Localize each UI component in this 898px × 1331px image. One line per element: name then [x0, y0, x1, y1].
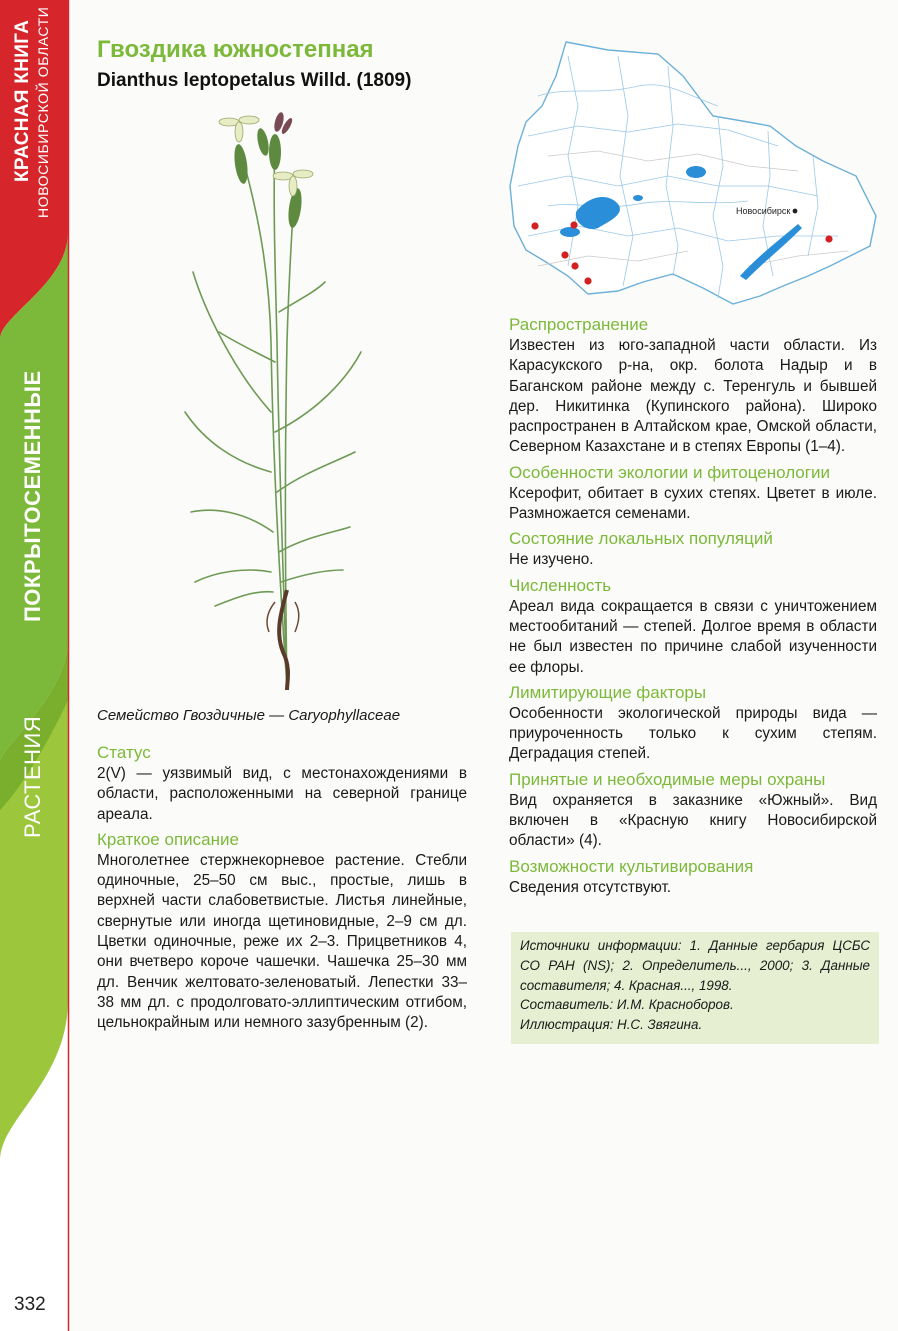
spine-book-title: КРАСНАЯ КНИГА	[12, 19, 33, 182]
section-text-ecology: Ксерофит, обитает в сухих степях. Цветет в июле. Размножается семенами.	[509, 484, 877, 523]
section-heading-cultivation: Возможности культивирования	[509, 856, 754, 876]
map-city-label: Новосибирск	[736, 206, 791, 216]
section-text-description: Многолетнее стержнекорневое растение. Стебли одиночные, 25–50 см выс., простые, лишь в верхней части слабоветвистые. Листья линейные, свернутые или иногда щетиновидные, 2–9 см дл. Цветки одиночные, реже их 2–3. Прицветников 4, они вчетверо короче чашечки. Чашечка 25–30 мм дл. Венчик желтовато-зеленоватый. Лепестки 33–38 мм дл. с продолговато-эллиптическим отгибом, цельнокрайным или немного зазубренным (2).	[97, 851, 467, 1032]
family-line	[97, 707, 400, 724]
section-text-populations: Не изучено.	[509, 551, 594, 569]
sources-author: Составитель: И.М. Красноборов.	[520, 997, 734, 1013]
sources-illustration: Иллюстрация: Н.С. Звягина.	[520, 1017, 703, 1033]
section-heading-ecology: Особенности экологии и фитоценологии	[509, 462, 830, 482]
section-text-distribution: Известен из юго-западной части области. Из Карасукского р-на, окр. болота Надыр и в Баганском районе между с. Теренгуль и бывшей дер. Никитинка (Купинского района). Широко распространен в Алтайском крае, Омской области, Северном Казахстане и в степях Европы (1–4).	[509, 337, 877, 456]
latin-author-year: Willd. (1809)	[300, 70, 412, 91]
spine-section-label: ПОКРЫТОСЕМЕННЫЕ	[20, 370, 45, 622]
distribution-map	[508, 36, 880, 314]
species-title: Гвоздика южностепная	[97, 36, 374, 63]
section-heading-populations: Состояние локальных популяций	[509, 529, 773, 549]
map-marker	[570, 221, 577, 228]
side-spine	[0, 0, 70, 1331]
section-heading-limiting-factors: Лимитирующие факторы	[509, 682, 707, 702]
section-text-status: 2(V) — уязвимый вид, с местонахождениями в области, расположенными на северной границе ареала.	[97, 765, 467, 823]
section-heading-status: Статус	[97, 743, 151, 762]
map-marker	[531, 222, 538, 229]
sources-box	[511, 932, 879, 1044]
section-text-limiting-factors: Особенности экологической природы вида — приуроченность только к сухим степям. Деградация степей.	[509, 704, 877, 763]
left-column	[97, 742, 467, 1034]
map-marker	[571, 262, 578, 269]
latin-genus-species: Dianthus leptopetalus	[97, 70, 296, 91]
page-number: 332	[14, 1294, 46, 1315]
section-text-cultivation: Сведения отсутствуют.	[509, 878, 672, 896]
map-marker	[584, 277, 591, 284]
right-column	[509, 314, 877, 898]
spine-kingdom-label: РАСТЕНИЯ	[20, 715, 45, 838]
spine-book-subtitle: НОВОСИБИРСКОЙ ОБЛАСТИ	[35, 6, 51, 218]
section-heading-abundance: Численность	[509, 575, 612, 595]
species-latin-name	[97, 70, 411, 92]
family-latin: Caryophyllaceae	[288, 707, 401, 724]
sources-text: Источники информации: 1. Данные гербария ЦСБС СО РАН (NS); 2. Определитель..., 2000; 3. Данные составителя; 4. Красная..., 1998.	[520, 938, 870, 993]
section-heading-description: Краткое описание	[97, 829, 239, 849]
map-marker	[561, 251, 568, 258]
map-marker	[825, 235, 832, 242]
family-prefix: Семейство Гвоздичные —	[97, 707, 289, 724]
section-heading-distribution: Распространение	[509, 315, 649, 334]
section-heading-protection: Принятые и необходимые меры охраны	[509, 769, 826, 789]
section-text-abundance: Ареал вида сокращается в связи с уничтожением местообитаний — степей. Долгое время в области не был известен по причине слабой изученности ее флоры.	[509, 597, 877, 676]
plant-illustration	[175, 112, 375, 692]
section-text-protection: Вид охраняется в заказнике «Южный». Вид включен в «Красную книгу Новосибирской области» (4).	[509, 791, 877, 850]
